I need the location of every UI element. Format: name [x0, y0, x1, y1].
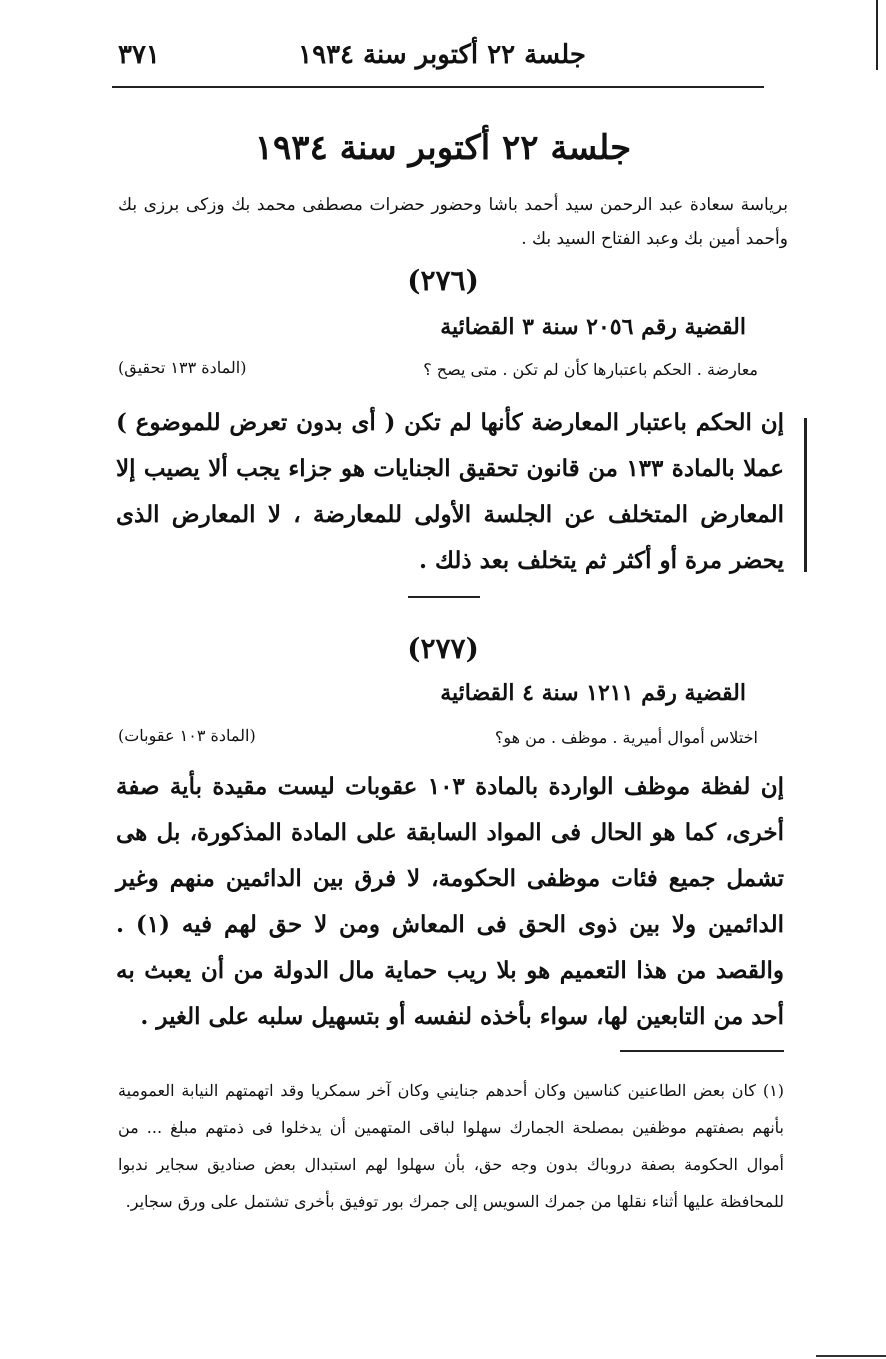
footnote: (١) كان بعض الطاعنين كناسين وكان أحدهم جنايني وكان آخر سمكريا وقد اتهمتهم النيابة العمومية بأنهم بصفتهم موظفين بمصلحة الجمارك سهلوا لباقى المتهمين أن يدخلوا فى ذمتهم مبلغ ... من أموال الحكومة بصفة دروباك بدون وجه حق، بأن سهلوا لهم استبدال بعض صناديق سجاير ندبوا للمحافظة عليها أثناء نقلها من جمرك السويس إلى جمرك بور توفيق بأخرى تشتمل على ورق سجاير. — [118, 1081, 785, 1211]
case-reference: القضية رقم ٢٠٥٦ سنة ٣ القضائية — [440, 314, 746, 340]
case-article: (المادة ١٠٣ عقوبات) — [118, 726, 256, 745]
case-ruling-text: إن الحكم باعتبار المعارضة كأنها لم تكن ( أى بدون تعرض للموضوع ) عملا بالمادة ١٣٣ من قانون تحقيق الجنايات هو جزاء يجب ألا يصيب إلا المعارض المتخلف عن الجلسة الأولى للمعارضة ، لا المعارض الذى يحضر مرة أو أكثر ثم يتخلف بعد ذلك . — [116, 409, 784, 574]
case-number: (٢٧٧) — [407, 632, 479, 665]
footnote-rule — [620, 1050, 784, 1052]
margin-bar — [804, 418, 807, 572]
case-keywords: اختلاس أموال أميرية . موظف . من هو؟ — [494, 728, 758, 747]
scan-edge-mark — [876, 0, 878, 70]
case-article: (المادة ١٣٣ تحقيق) — [118, 358, 247, 377]
presiding-panel: برياسة سعادة عبد الرحمن سيد أحمد باشا وحضور حضرات مصطفى محمد بك وزكى برزى بك وأحمد أمين بك وعبد الفتاح السيد بك . — [118, 195, 788, 249]
header-rule — [112, 86, 764, 88]
case-ruling-text: إن لفظة موظف الواردة بالمادة ١٠٣ عقوبات ليست مقيدة بأية صفة أخرى، كما هو الحال فى المواد السابقة على المادة المذكورة، بل هى تشمل جميع فئات موظفى الحكومة، لا فرق بين الدائمين منهم وغير الدائمين ولا بين ذوى الحق فى المعاش ومن لا حق لهم فيه (١) . والقصد من هذا التعميم هو بلا ريب حماية مال الدولة من أن يعبث به أحد من التابعين لها، سواء بأخذه لنفسه أو بتسهيل سلبه على الغير . — [116, 773, 785, 1030]
page-number: ٣٧١ — [118, 40, 160, 70]
section-separator — [408, 596, 480, 598]
running-header — [118, 38, 776, 78]
case-number: (٢٧٦) — [407, 264, 479, 297]
session-title: جلسة ٢٢ أكتوبر سنة ١٩٣٤ — [254, 128, 632, 168]
scan-edge-mark — [816, 1355, 886, 1357]
case-reference: القضية رقم ١٢١١ سنة ٤ القضائية — [440, 680, 746, 706]
header-title: جلسة ٢٢ أكتوبر سنة ١٩٣٤ — [298, 40, 586, 70]
case-keywords: معارضة . الحكم باعتبارها كأن لم تكن . متى يصح ؟ — [423, 360, 758, 379]
